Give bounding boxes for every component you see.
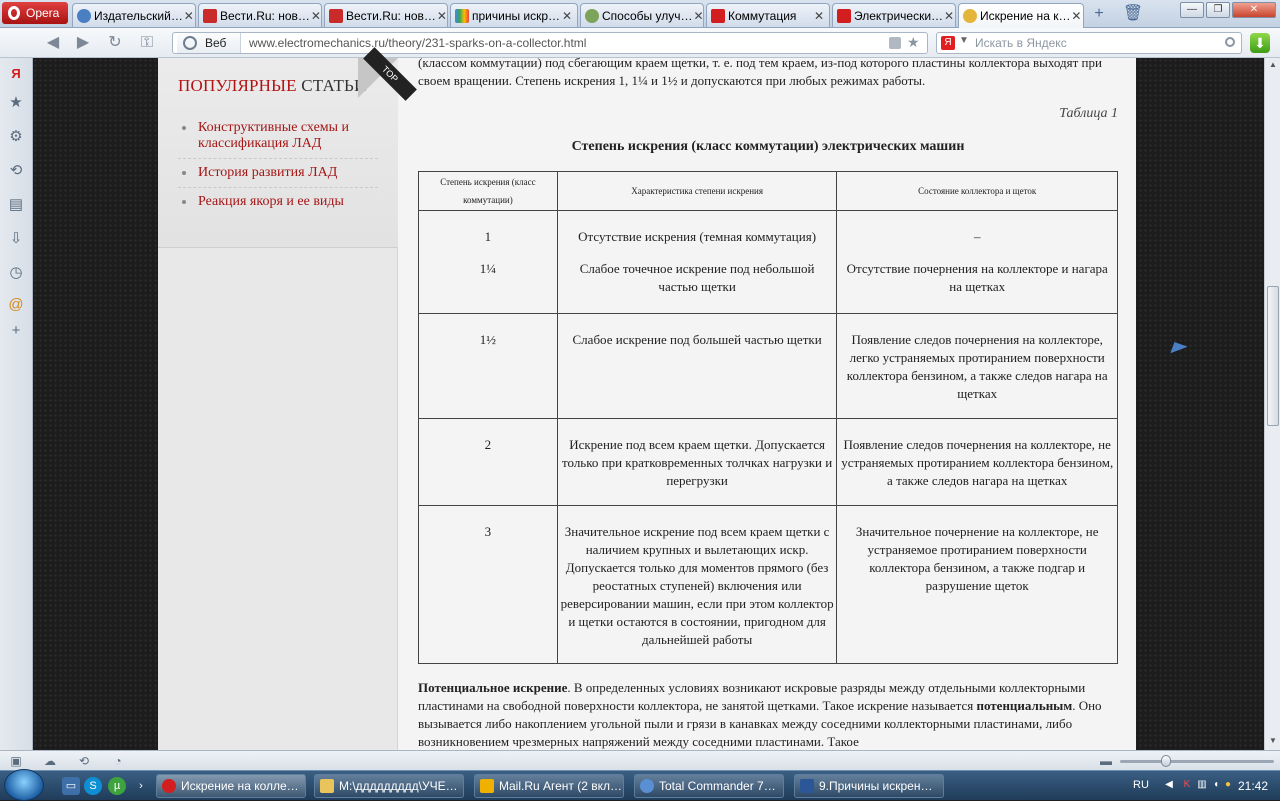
tray-app-icon[interactable]: ● [1224, 779, 1232, 790]
windows-taskbar [0, 770, 1280, 800]
tab-close-icon[interactable]: ✕ [310, 8, 321, 23]
popular-articles-title [178, 76, 367, 96]
left-column [158, 58, 401, 750]
potential-sparking-paragraph [418, 679, 1118, 751]
search-engine-dropdown-icon[interactable]: ▼ [959, 35, 969, 46]
globe-icon [183, 36, 197, 50]
top-ribbon-label: TOP [363, 47, 417, 101]
table-row [419, 506, 1118, 664]
view-icon[interactable]: ▬ [1100, 754, 1112, 768]
network-icon[interactable]: ▥ [1197, 779, 1207, 790]
taskbar-item[interactable] [156, 774, 306, 798]
search-field[interactable] [936, 32, 1242, 54]
zoom-slider-knob[interactable] [1161, 755, 1171, 767]
table-cell: Значительное искрение под всем краем щетки с наличием крупных и вылетающих искр. Допускается только для моментов прямого (без реостатных ступеней) включения или реверсировании машин, если при этом коллектор и щетки остаются в состоянии, пригодном для дальнейшей работы [557, 506, 837, 664]
table-header-row [419, 172, 1118, 211]
new-tab-icon[interactable]: + [1094, 5, 1104, 22]
table-cell: Искрение под всем краем щетки. Допускается только при кратковременных толчках нагрузки и перегрузки [557, 419, 837, 506]
table-cell: 3 [419, 506, 558, 664]
popular-article-link[interactable]: История развития ЛАД [178, 159, 378, 188]
opera-logo-icon [8, 6, 20, 20]
skype-icon[interactable]: S [84, 777, 102, 795]
header-degree: Степень искрения (класс коммутации) [419, 172, 558, 211]
table-cell: 1½ [419, 314, 558, 419]
scroll-up-icon[interactable]: ▲ [1269, 60, 1277, 69]
tab-title: Коммутация [728, 8, 797, 23]
address-field[interactable] [172, 32, 928, 54]
panel-toggle-icon[interactable]: ▣ [10, 754, 22, 768]
history-clock-icon[interactable]: ◷ [9, 264, 23, 281]
state-text: – [973, 229, 981, 244]
popular-articles-box [158, 58, 401, 248]
header-characteristic: Характеристика степени искрения [557, 172, 837, 211]
google-icon [455, 9, 469, 23]
tab-close-icon[interactable]: ✕ [436, 8, 447, 23]
tab-title: Электрически… [854, 8, 944, 23]
taskbar-item-label: Искрение на колле… [181, 779, 299, 793]
taskbar-item-label: 9.Причины искрен… [819, 779, 933, 793]
trash-icon[interactable]: 🗑 [1122, 5, 1144, 22]
widgets-gear-icon[interactable]: ⚙ [9, 128, 23, 145]
table-cell: 2 [419, 419, 558, 506]
close-window-icon[interactable]: ✕ [1232, 2, 1276, 18]
taskbar-item[interactable] [634, 774, 784, 798]
popular-title-rest: СТАТЬИ [296, 76, 367, 95]
tab-0[interactable] [72, 3, 196, 27]
bookmarks-star-icon[interactable]: ★ [9, 94, 23, 111]
table-row [419, 314, 1118, 419]
volume-icon[interactable]: ◖ [1212, 779, 1220, 790]
table-cell [557, 211, 837, 314]
web-mode-label: Веб [205, 36, 227, 50]
sparking-degree-table [418, 171, 1118, 664]
forward-icon[interactable]: ▶ [76, 34, 90, 51]
opera-menu-label: Opera [26, 6, 60, 20]
tab-6[interactable] [832, 3, 956, 27]
web-viewport [33, 55, 1264, 750]
tab-close-icon[interactable]: ✕ [561, 8, 573, 23]
start-button[interactable] [4, 769, 44, 801]
characteristic-text: Слабое точечное искрение под небольшой частью щетки [579, 261, 815, 294]
header-collector-state: Состояние коллектора и щеток [837, 172, 1118, 211]
opera-side-panel [0, 58, 33, 750]
table-row [419, 419, 1118, 506]
tab-close-icon[interactable]: ✕ [813, 8, 825, 23]
browser-status-bar [0, 750, 1280, 770]
clock[interactable]: 21:42 [1238, 779, 1269, 793]
maximize-icon[interactable]: ❐ [1206, 2, 1230, 18]
popular-title-accent: ПОПУЛЯРНЫЕ [178, 76, 297, 95]
scroll-down-icon[interactable]: ▼ [1269, 736, 1277, 745]
word-document-icon [800, 779, 814, 793]
yandex-panel-icon[interactable]: Я [11, 66, 21, 81]
kaspersky-icon[interactable]: K [1183, 779, 1191, 790]
zoom-slider[interactable] [1120, 760, 1274, 763]
key-icon[interactable]: ⚿ [140, 34, 154, 51]
opera-icon [837, 9, 851, 23]
cloud-icon[interactable]: ☁ [44, 754, 56, 768]
table-row [419, 211, 1118, 314]
tab-title: Вести.Ru: нов… [220, 8, 310, 23]
opera-icon [711, 9, 725, 23]
vesti-icon [203, 9, 217, 23]
tab-title: Искрение на к… [980, 9, 1071, 23]
yandex-icon[interactable]: Я [941, 36, 955, 50]
language-indicator[interactable]: RU [1133, 779, 1149, 791]
opera-icon [162, 779, 176, 793]
rss-icon[interactable] [889, 37, 901, 49]
table-caption: Таблица 1 [1059, 106, 1118, 121]
tab-close-icon[interactable]: ✕ [183, 8, 194, 23]
tab-2[interactable] [324, 3, 448, 27]
tab-title: Издательский… [94, 8, 183, 23]
article-intro: (классом коммутации) под сбегающим краем щетки, т. е. под тем краем, из-под которого пластины коллектора выходят при своем вращении. Степень искрения 1, 1¼ и 1½ и допускаются при любых режимах работы. [418, 55, 1102, 88]
search-icon[interactable] [1225, 37, 1235, 47]
tab-5[interactable] [706, 3, 830, 27]
state-text: Отсутствие почернения на коллекторе и нагара на щетках [846, 261, 1108, 294]
speed-dial-icon[interactable]: ◔ [114, 754, 122, 768]
show-desktop-icon[interactable]: ▭ [62, 777, 80, 795]
taskbar-item[interactable] [474, 774, 624, 798]
tab-close-icon[interactable]: ✕ [693, 8, 704, 23]
term-potential: потенциальным [976, 698, 1073, 713]
table-cell: Появление следов почернения на коллекторе, не устраняемых протиранием коллектора бензином, а также следов нагара на щетках [837, 419, 1118, 506]
globe-icon [77, 9, 91, 23]
globe-icon [585, 9, 599, 23]
tab-7-active[interactable] [958, 3, 1084, 28]
globe-icon [963, 9, 977, 23]
table-title: Степень искрения (класс коммутации) электрических машин [571, 139, 965, 154]
back-icon[interactable]: ◀ [46, 34, 60, 51]
taskbar-item[interactable] [314, 774, 464, 798]
popular-articles-list [178, 114, 378, 216]
table-cell [837, 211, 1118, 314]
characteristic-text: Отсутствие искрения (темная коммутация) [578, 229, 817, 244]
table-cell: Появление следов почернения на коллекторе, легко устраняемых протиранием поверхности коллектора бензином, а также следов нагара на щетках [837, 314, 1118, 419]
taskbar-item-label: M:\ддддддддд\УЧЕ… [339, 779, 458, 793]
total-commander-icon [640, 779, 654, 793]
folder-icon [320, 779, 334, 793]
table-cell: Значительное почернение на коллекторе, не устраняемое протиранием поверхности коллектора бензином, а также подгар и разрушение щеток [837, 506, 1118, 664]
search-placeholder[interactable]: Искать в Яндекс [975, 36, 1067, 50]
tab-title: Способы улуч… [602, 8, 693, 23]
tab-close-icon[interactable]: ✕ [944, 8, 955, 23]
reload-icon[interactable]: ↻ [108, 34, 122, 51]
opera-menu-button[interactable] [2, 2, 68, 24]
minimize-icon[interactable]: — [1180, 2, 1204, 18]
address-url[interactable]: www.electromechanics.ru/theory/231-sparks-on-a-collector.html [249, 36, 587, 50]
degree-value: 1 [484, 229, 492, 244]
vertical-scrollbar[interactable] [1264, 58, 1280, 750]
paragraph-text: . Оно вызывается либо накоплением угольной пыли и грязи в канавках между соседними коллекторными пластинами, либо возникновением чрезмерных напряжений между соседними пластинами. Такое [418, 698, 1102, 749]
mail-at-icon[interactable]: @ [8, 296, 24, 313]
notes-icon[interactable]: ▤ [8, 196, 24, 213]
top-ribbon [358, 58, 401, 98]
tab-3[interactable] [450, 3, 578, 27]
scroll-thumb[interactable] [1267, 286, 1279, 426]
utorrent-icon[interactable]: µ [108, 777, 126, 795]
popular-article-link[interactable]: Конструктивные схемы и классификация ЛАД [178, 114, 378, 159]
page [158, 55, 1136, 750]
add-panel-icon[interactable]: + [11, 322, 21, 339]
taskbar-item-label: Mail.Ru Агент (2 вкл… [499, 779, 623, 793]
taskbar-item-label: Total Commander 7… [659, 779, 776, 793]
popular-article-link[interactable]: Реакция якоря и ее виды [178, 188, 378, 216]
tab-title: Вести.Ru: нов… [346, 8, 436, 23]
unite-icon[interactable]: ⟲ [9, 162, 23, 179]
unite-status-icon[interactable]: ⟲ [78, 754, 90, 768]
tray-expand-icon[interactable]: ◀ [1165, 779, 1173, 790]
taskbar-item[interactable] [794, 774, 944, 798]
download-icon[interactable]: ⬇ [1250, 33, 1270, 53]
downloads-icon[interactable]: ⇩ [9, 230, 23, 247]
browser-tab-bar [0, 0, 1280, 28]
table-cell: Слабое искрение под большей частью щетки [557, 314, 837, 419]
degree-value: 1¼ [479, 261, 497, 276]
tab-1[interactable] [198, 3, 322, 27]
term-potential-sparking: Потенциальное искрение [418, 680, 568, 695]
tab-title: причины искр… [472, 8, 561, 23]
paragraph-text: . В определенных условиях возникают искровые разряды между отдельными коллекторными пластинами на свободной поверхности коллектора, не занятой щетками. Такое искрение называется [418, 680, 1086, 713]
tab-close-icon[interactable]: ✕ [1071, 9, 1082, 23]
vesti-icon [329, 9, 343, 23]
quicklaunch-more-icon[interactable]: › [139, 780, 143, 792]
mail-agent-icon [480, 779, 494, 793]
tab-4[interactable] [580, 3, 704, 27]
table-cell [419, 211, 558, 314]
bookmark-star-icon[interactable]: ★ [907, 34, 920, 50]
